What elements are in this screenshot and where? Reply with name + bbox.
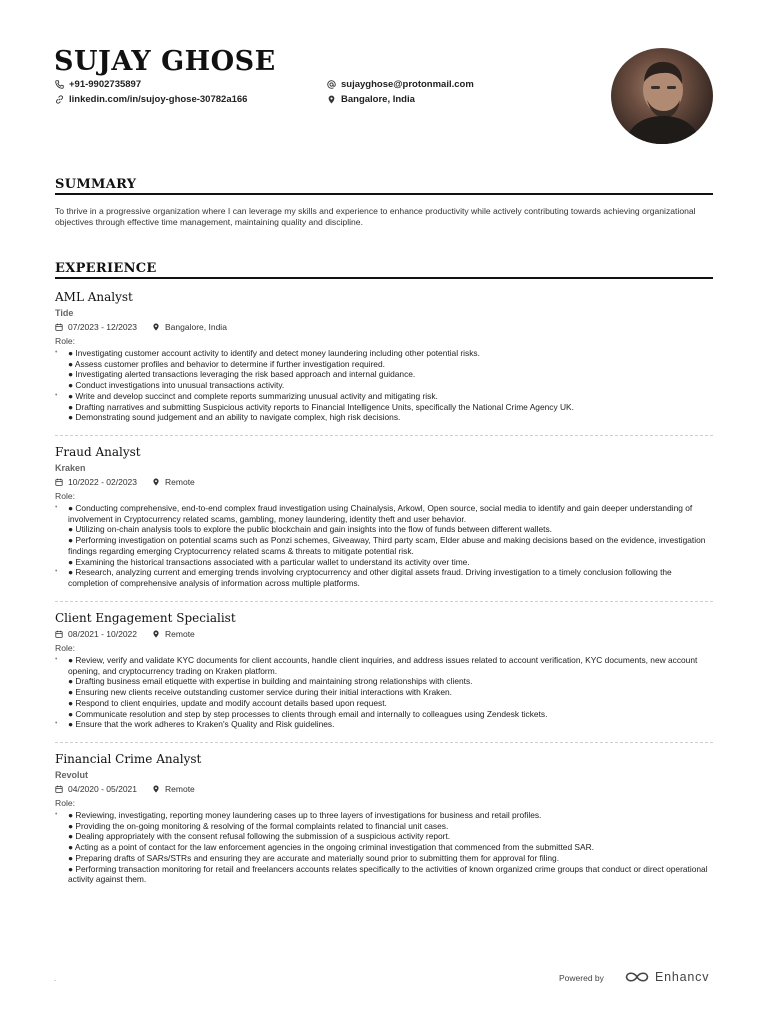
experience-heading: EXPERIENCE bbox=[55, 261, 157, 276]
contact-email[interactable] bbox=[327, 79, 474, 90]
job-dates: 10/2022 - 02/2023 bbox=[68, 477, 138, 487]
infinity-logo-icon bbox=[623, 969, 651, 985]
list-item-text: ● Reviewing, investigating, reporting money laundering cases up to three layers of investigations for business and retail profiles. ● Providing the on-going monitoring & resolving of the formal complaints related to financial unit cases. ● Dealing appropriately with the consent refusal following the submission of a suspicious activity report. ● Acting as a point of contact for the law enforcement agencies in the ongoing criminal investigation that commenced from the submitted SAR. ● Preparing drafts of SARs/STRs and ensuring they are accurate and materially sound prior to submitting them for approval for filing. ● Performing transaction monitoring for retail and freelancers accounts relates specifically to the activities of known organized crime groups that conduct or direct operational activity against them. bbox=[68, 810, 708, 885]
job-bullets bbox=[55, 503, 713, 589]
brand-name: Enhancv bbox=[655, 970, 710, 984]
job-bullets bbox=[55, 655, 713, 730]
list-item bbox=[55, 391, 713, 423]
list-item bbox=[55, 810, 713, 885]
bullet-marker-icon: • bbox=[55, 391, 58, 399]
link-icon bbox=[55, 95, 64, 104]
list-item bbox=[55, 348, 713, 391]
list-item-text: ● Conducting comprehensive, end-to-end complex fraud investigation using Chainalysis, Arkowl, Open source, social media to identify and gain deeper understanding of involvement in Cryptocurrency related scams, gambling, money laundering, identity theft and user behavior. ● Utilizing on-chain analysis tools to explore the public blockchain and gain insights into the flow of funds between different wallets. ● Performing investigation on potential scams such as Ponzi schemes, Giveaway, Third party scam, Elder abuse and making decisions based on the evidence, investigation findings regarding emerging Cryptocurrency related scams & threats to mitigate potential risk. ● Examining the historical transactions associated with a particular wallet to understand its activity over time. bbox=[68, 503, 706, 567]
job-dates: 07/2023 - 12/2023 bbox=[68, 322, 138, 332]
list-item bbox=[55, 719, 713, 730]
list-item-text: ● Review, verify and validate KYC documents for client accounts, handle client inquiries, and address issues related to account verification, KYC documents, new account opening, and cryptocurrency trading on Kraken platform. ● Drafting business email etiquette with expertise in building and maintaining strong relationships with clients. ● Ensuring new clients receive outstanding customer service during their initial interactions with Kraken. ● Respond to client enquiries, update and modify account details based upon request. ● Communicate resolution and step by step processes to clients through email and internally to colleagues using Zendesk tickets. bbox=[68, 655, 698, 719]
phone-text: +91-9902735897 bbox=[69, 79, 142, 90]
list-item-text: ● Ensure that the work adheres to Kraken's Quality and Risk guidelines. bbox=[68, 719, 335, 730]
footer-mark: . bbox=[54, 974, 57, 983]
summary-rule bbox=[55, 193, 713, 195]
list-item-text: ● Research, analyzing current and emerging trends involving cryptocurrency and other digital assets fraud. Driving investigation to a timely conclusion following the completion of comprehensive analysis of information across multiple platforms. bbox=[68, 567, 672, 588]
list-item-text: ● Write and develop succinct and complete reports summarizing unusual activity and mitigating risk. ● Drafting narratives and submitting Suspicious activity reports to Financial Intelligence Units, specifically the National Crime Agency UK. ● Demonstrating sound judgement and an ability to navigate complex, high risk decisions. bbox=[68, 390, 574, 423]
experience-entry bbox=[55, 290, 713, 423]
job-title: Financial Crime Analyst bbox=[55, 752, 202, 766]
bullet-marker-icon: • bbox=[55, 656, 58, 663]
linkedin-text: linkedin.com/in/sujoy-ghose-30782a166 bbox=[69, 94, 248, 105]
job-title: Client Engagement Specialist bbox=[55, 611, 236, 625]
entry-divider bbox=[55, 601, 713, 602]
map-pin-icon bbox=[152, 323, 160, 331]
company-name: Tide bbox=[55, 308, 74, 318]
map-pin-icon bbox=[327, 95, 336, 104]
calendar-icon bbox=[55, 785, 63, 793]
email-text: sujayghose@protonmail.com bbox=[341, 79, 474, 90]
experience-entry bbox=[55, 611, 713, 730]
map-pin-icon bbox=[152, 478, 160, 486]
role-label: Role: bbox=[55, 491, 76, 501]
job-meta bbox=[55, 321, 713, 333]
entry-divider bbox=[55, 742, 713, 743]
bullet-marker-icon: • bbox=[55, 349, 58, 356]
bullet-marker-icon: • bbox=[55, 720, 58, 728]
bullet-marker-icon: • bbox=[55, 504, 58, 511]
entry-divider bbox=[55, 435, 713, 436]
job-location: Bangalore, India bbox=[165, 322, 227, 332]
list-item bbox=[55, 503, 713, 567]
contact-phone[interactable] bbox=[55, 79, 141, 90]
phone-icon bbox=[55, 80, 64, 89]
list-item-text: ● Investigating customer account activity to identify and detect money laundering including other potential risks. ● Assess customer profiles and behavior to determine if further investigation required. ● Investigating alerted transactions leveraging the risk based approach and internal guidance. ● Conduct investigations into unusual transactions activity. bbox=[68, 348, 480, 391]
profile-photo-image bbox=[611, 48, 713, 144]
powered-by-label: Powered by bbox=[559, 973, 604, 983]
experience-rule bbox=[55, 277, 713, 279]
job-location: Remote bbox=[165, 784, 195, 794]
job-title: AML Analyst bbox=[55, 290, 133, 304]
role-label: Role: bbox=[55, 336, 76, 346]
summary-text: To thrive in a progressive organization where I can leverage my skills and experience to enhance productivity while actively contributing towards achieving organizational objectives through effective time management, maintaining quality and discipline. bbox=[55, 206, 696, 227]
profile-photo bbox=[611, 48, 713, 144]
job-bullets bbox=[55, 810, 713, 885]
enhancv-brand[interactable] bbox=[623, 969, 709, 985]
job-title: Fraud Analyst bbox=[55, 445, 141, 459]
company-name: Kraken bbox=[55, 463, 86, 473]
job-dates: 04/2020 - 05/2021 bbox=[68, 784, 138, 794]
job-bullets bbox=[55, 348, 713, 423]
calendar-icon bbox=[55, 323, 63, 331]
bullet-marker-icon: • bbox=[55, 568, 58, 576]
role-label: Role: bbox=[55, 643, 76, 653]
bullet-marker-icon: • bbox=[55, 811, 58, 818]
experience-entry bbox=[55, 445, 713, 589]
candidate-name: SUJAY GHOSE bbox=[54, 46, 276, 77]
list-item bbox=[55, 655, 713, 719]
job-meta bbox=[55, 628, 713, 640]
at-icon bbox=[327, 80, 336, 89]
contact-linkedin[interactable] bbox=[55, 94, 247, 105]
job-meta bbox=[55, 783, 713, 795]
summary-heading: SUMMARY bbox=[55, 177, 137, 192]
calendar-icon bbox=[55, 630, 63, 638]
location-text: Bangalore, India bbox=[341, 94, 415, 105]
role-label: Role: bbox=[55, 798, 76, 808]
experience-entry bbox=[55, 752, 713, 885]
company-name: Revolut bbox=[55, 770, 89, 780]
job-location: Remote bbox=[165, 629, 195, 639]
map-pin-icon bbox=[152, 785, 160, 793]
list-item bbox=[55, 567, 713, 588]
job-dates: 08/2021 - 10/2022 bbox=[68, 629, 138, 639]
contact-location bbox=[327, 94, 415, 105]
job-meta bbox=[55, 476, 713, 488]
map-pin-icon bbox=[152, 630, 160, 638]
calendar-icon bbox=[55, 478, 63, 486]
job-location: Remote bbox=[165, 477, 195, 487]
